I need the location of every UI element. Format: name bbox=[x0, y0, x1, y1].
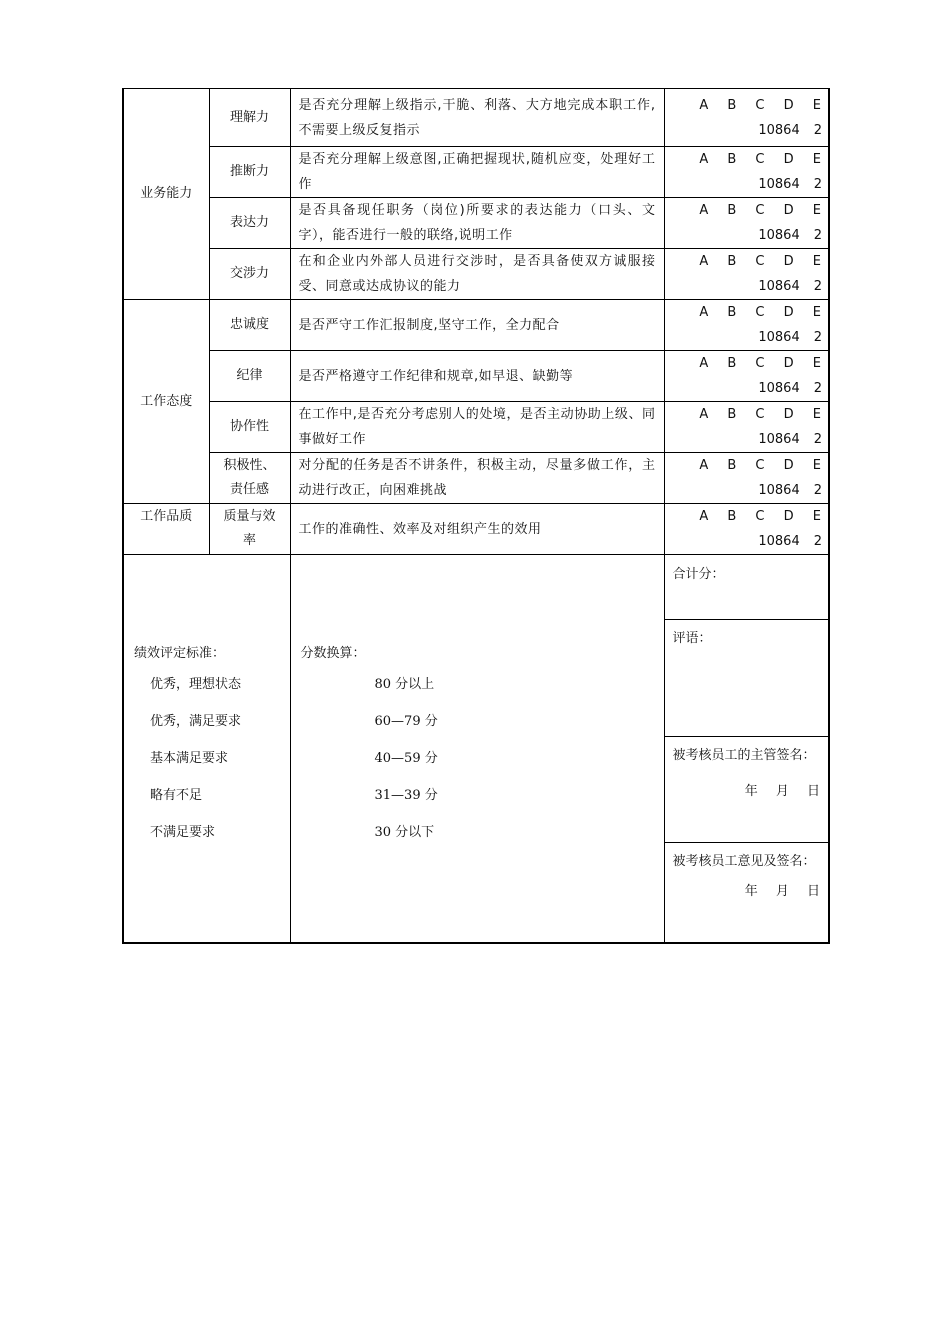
table-row bbox=[123, 249, 829, 300]
employee-date: 年 月 日 bbox=[744, 883, 820, 899]
score-numbers: 10864 bbox=[758, 381, 800, 396]
item-description: 是否严守工作汇报制度,坚守工作，全力配合 bbox=[290, 300, 664, 351]
score-letters: A B C D E bbox=[699, 356, 822, 371]
item-description: 在工作中,是否充分考虑别人的处境，是否主动协助上级、同事做好工作 bbox=[290, 402, 664, 453]
table-row bbox=[123, 555, 829, 943]
standard-level: 优秀，满足要求 bbox=[150, 714, 242, 730]
score-numbers: 10864 bbox=[758, 432, 800, 447]
table-row bbox=[123, 147, 829, 198]
item-name: 理解力 bbox=[209, 89, 290, 147]
side-panel bbox=[664, 555, 829, 943]
category-cell: 工作态度 bbox=[123, 300, 209, 504]
conversion-range: 80 分以上 bbox=[374, 677, 435, 693]
table-row bbox=[123, 402, 829, 453]
standard-cell bbox=[123, 555, 290, 943]
standard-level: 略有不足 bbox=[150, 788, 203, 804]
score-scale bbox=[664, 300, 829, 351]
supervisor-sign-label: 被考核员工的主管签名： bbox=[672, 747, 816, 763]
score-scale bbox=[664, 402, 829, 453]
conversion-range: 30 分以下 bbox=[374, 825, 435, 841]
score-min: 2 bbox=[813, 279, 822, 294]
item-name: 忠诚度 bbox=[209, 300, 290, 351]
item-name: 表达力 bbox=[209, 198, 290, 249]
table-row bbox=[123, 453, 829, 504]
table-row bbox=[123, 300, 829, 351]
score-min: 2 bbox=[813, 381, 822, 396]
category-cell: 业务能力 bbox=[123, 89, 209, 300]
score-letters: A B C D E bbox=[699, 305, 822, 320]
table-row bbox=[123, 198, 829, 249]
appraisal-table bbox=[122, 88, 830, 944]
item-name: 积极性、责任感 bbox=[209, 453, 290, 504]
table-row bbox=[123, 89, 829, 147]
score-letters: A B C D E bbox=[699, 254, 822, 269]
standard-level: 优秀，理想状态 bbox=[150, 677, 242, 693]
supervisor-sign-box[interactable] bbox=[665, 737, 829, 843]
score-letters: A B C D E bbox=[699, 407, 822, 422]
score-scale bbox=[664, 249, 829, 300]
supervisor-date: 年 月 日 bbox=[744, 783, 820, 799]
table-row bbox=[123, 504, 829, 555]
score-min: 2 bbox=[813, 483, 822, 498]
conversion-range: 60—79 分 bbox=[374, 714, 438, 730]
score-scale bbox=[664, 351, 829, 402]
appraisal-form bbox=[122, 88, 828, 944]
employee-sign-label: 被考核员工意见及签名： bbox=[672, 853, 816, 869]
comment-box[interactable] bbox=[665, 620, 829, 737]
score-scale bbox=[664, 504, 829, 555]
score-min: 2 bbox=[813, 177, 822, 192]
item-description: 工作的准确性、效率及对组织产生的效用 bbox=[290, 504, 664, 555]
conversion-cell bbox=[290, 555, 664, 943]
score-letters: A B C D E bbox=[699, 203, 822, 218]
item-name: 纪律 bbox=[209, 351, 290, 402]
standard-title: 绩效评定标准： bbox=[134, 646, 226, 662]
item-description: 是否严格遵守工作纪律和规章,如早退、缺勤等 bbox=[290, 351, 664, 402]
standard-level: 基本满足要求 bbox=[150, 751, 229, 767]
score-numbers: 10864 bbox=[758, 330, 800, 345]
score-min: 2 bbox=[813, 534, 822, 549]
comment-label: 评语： bbox=[672, 630, 712, 646]
item-description: 是否充分理解上级指示,干脆、利落、大方地完成本职工作,不需要上级反复指示 bbox=[290, 89, 664, 147]
score-min: 2 bbox=[813, 122, 822, 138]
score-scale bbox=[664, 147, 829, 198]
total-score-box[interactable] bbox=[665, 556, 829, 620]
score-letters: A B C D E bbox=[699, 97, 822, 113]
item-description: 是否具备现任职务（岗位)所要求的表达能力（口头、文字），能否进行一般的联络,说明工作 bbox=[290, 198, 664, 249]
conversion-range: 40—59 分 bbox=[374, 751, 438, 767]
conversion-range: 31—39 分 bbox=[374, 788, 438, 804]
total-score-label: 合计分： bbox=[672, 566, 725, 582]
score-numbers: 10864 bbox=[758, 534, 800, 549]
score-numbers: 10864 bbox=[758, 228, 800, 243]
item-name: 质量与效率 bbox=[209, 504, 290, 555]
score-min: 2 bbox=[813, 228, 822, 243]
score-letters: A B C D E bbox=[699, 152, 822, 167]
score-min: 2 bbox=[813, 432, 822, 447]
category-cell: 工作品质 bbox=[123, 504, 209, 555]
conversion-title: 分数换算： bbox=[300, 646, 366, 662]
score-min: 2 bbox=[813, 330, 822, 345]
item-description: 对分配的任务是否不讲条件，积极主动，尽量多做工作，主动进行改正，向困难挑战 bbox=[290, 453, 664, 504]
item-name: 推断力 bbox=[209, 147, 290, 198]
score-letters: A B C D E bbox=[699, 458, 822, 473]
standard-level: 不满足要求 bbox=[150, 825, 216, 841]
employee-sign-box[interactable] bbox=[665, 843, 829, 941]
item-name: 交涉力 bbox=[209, 249, 290, 300]
score-letters: A B C D E bbox=[699, 509, 822, 524]
score-numbers: 10864 bbox=[758, 177, 800, 192]
score-scale bbox=[664, 453, 829, 504]
item-description: 是否充分理解上级意图,正确把握现状,随机应变，处理好工作 bbox=[290, 147, 664, 198]
score-scale bbox=[664, 89, 829, 147]
item-description: 在和企业内外部人员进行交涉时，是否具备使双方诚服接受、同意或达成协议的能力 bbox=[290, 249, 664, 300]
score-numbers: 10864 bbox=[758, 279, 800, 294]
table-row bbox=[123, 351, 829, 402]
item-name: 协作性 bbox=[209, 402, 290, 453]
score-scale bbox=[664, 198, 829, 249]
score-numbers: 10864 bbox=[758, 122, 800, 138]
score-numbers: 10864 bbox=[758, 483, 800, 498]
